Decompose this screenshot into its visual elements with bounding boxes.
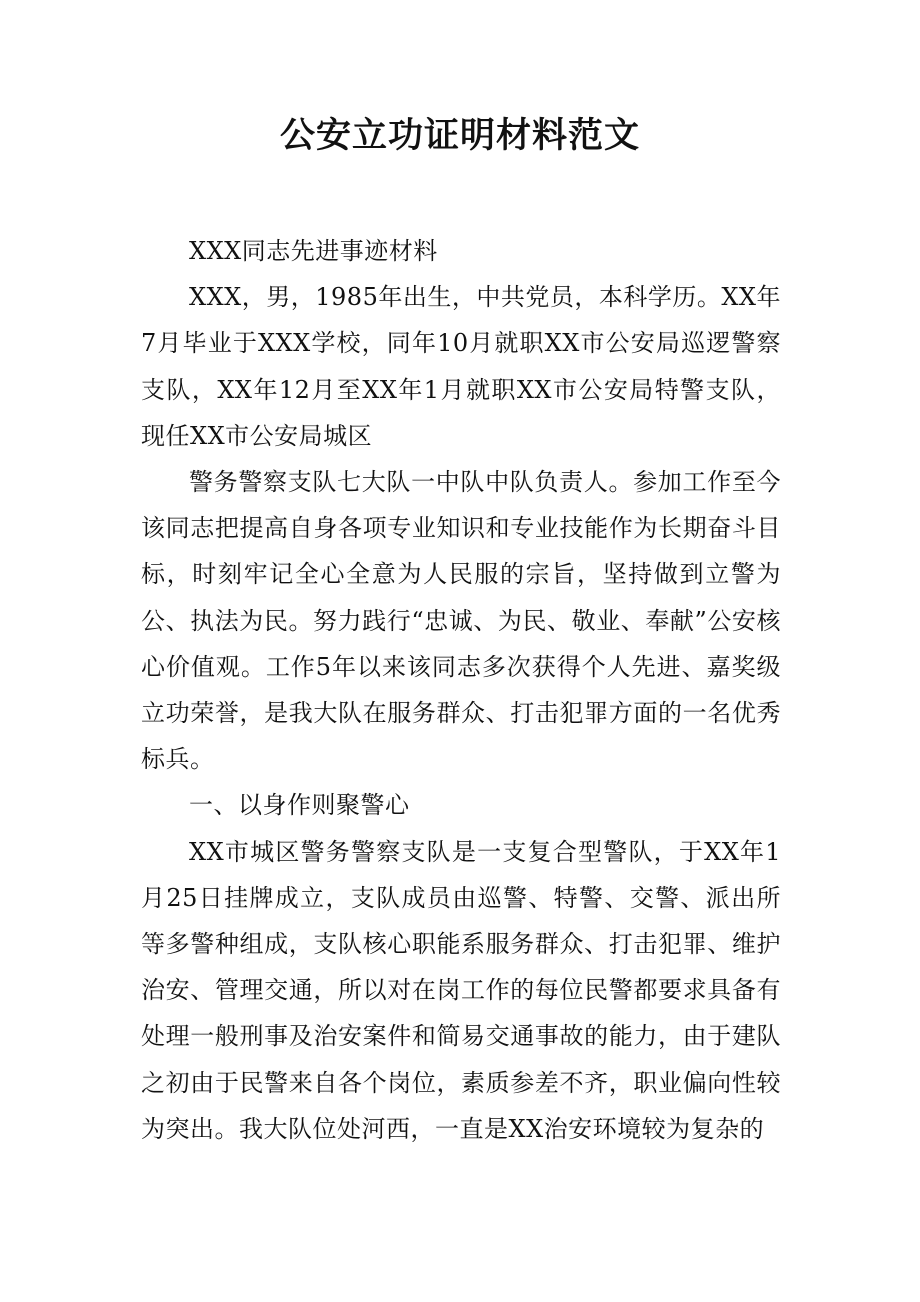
paragraph-heading-materials: XXX同志先进事迹材料 bbox=[189, 237, 438, 265]
paragraph-section-1: XX市城区警务警察支队是一支复合型警队，于XX年1月25日挂牌成立，支队成员由巡警、特警、交警、派出所等多警种组成，支队核心职能系服务群众、打击犯罪、维护治安、管理交通，所以对在岗工作的每位民警都要求具备有处理一般刑事及治安案件和简易交通事故的能力，由于建队之初由于民警来自各个岗位，素质参差不齐，职业偏向性较为突出。我大队位处河西，一直是XX治安环境较为复杂的 bbox=[141, 837, 781, 1143]
paragraph-profile: XXX，男，1985年出生，中共党员，本科学历。XX年7月毕业于XXX学校，同年10月就职XX市公安局巡逻警察支队，XX年12月至XX年1月就职XX市公安局特警支队，现任XX市公安局城区 bbox=[141, 283, 782, 450]
document-body bbox=[141, 228, 781, 1152]
section-heading-1: 一、以身作则聚警心 bbox=[189, 791, 410, 820]
paragraph-summary: 警务警察支队七大队一中队中队负责人。参加工作至今该同志把提高自身各项专业知识和专业技能作为长期奋斗目标，时刻牢记全心全意为人民服的宗旨，坚持做到立警为公、执法为民。努力践行“忠诚、为民、敬业、奉献”公安核心价值观。工作5年以来该同志多次获得个人先进、嘉奖级立功荣誉，是我大队在服务群众、打击犯罪方面的一名优秀标兵。 bbox=[141, 468, 781, 774]
document-title: 公安立功证明材料范文 bbox=[279, 115, 640, 156]
